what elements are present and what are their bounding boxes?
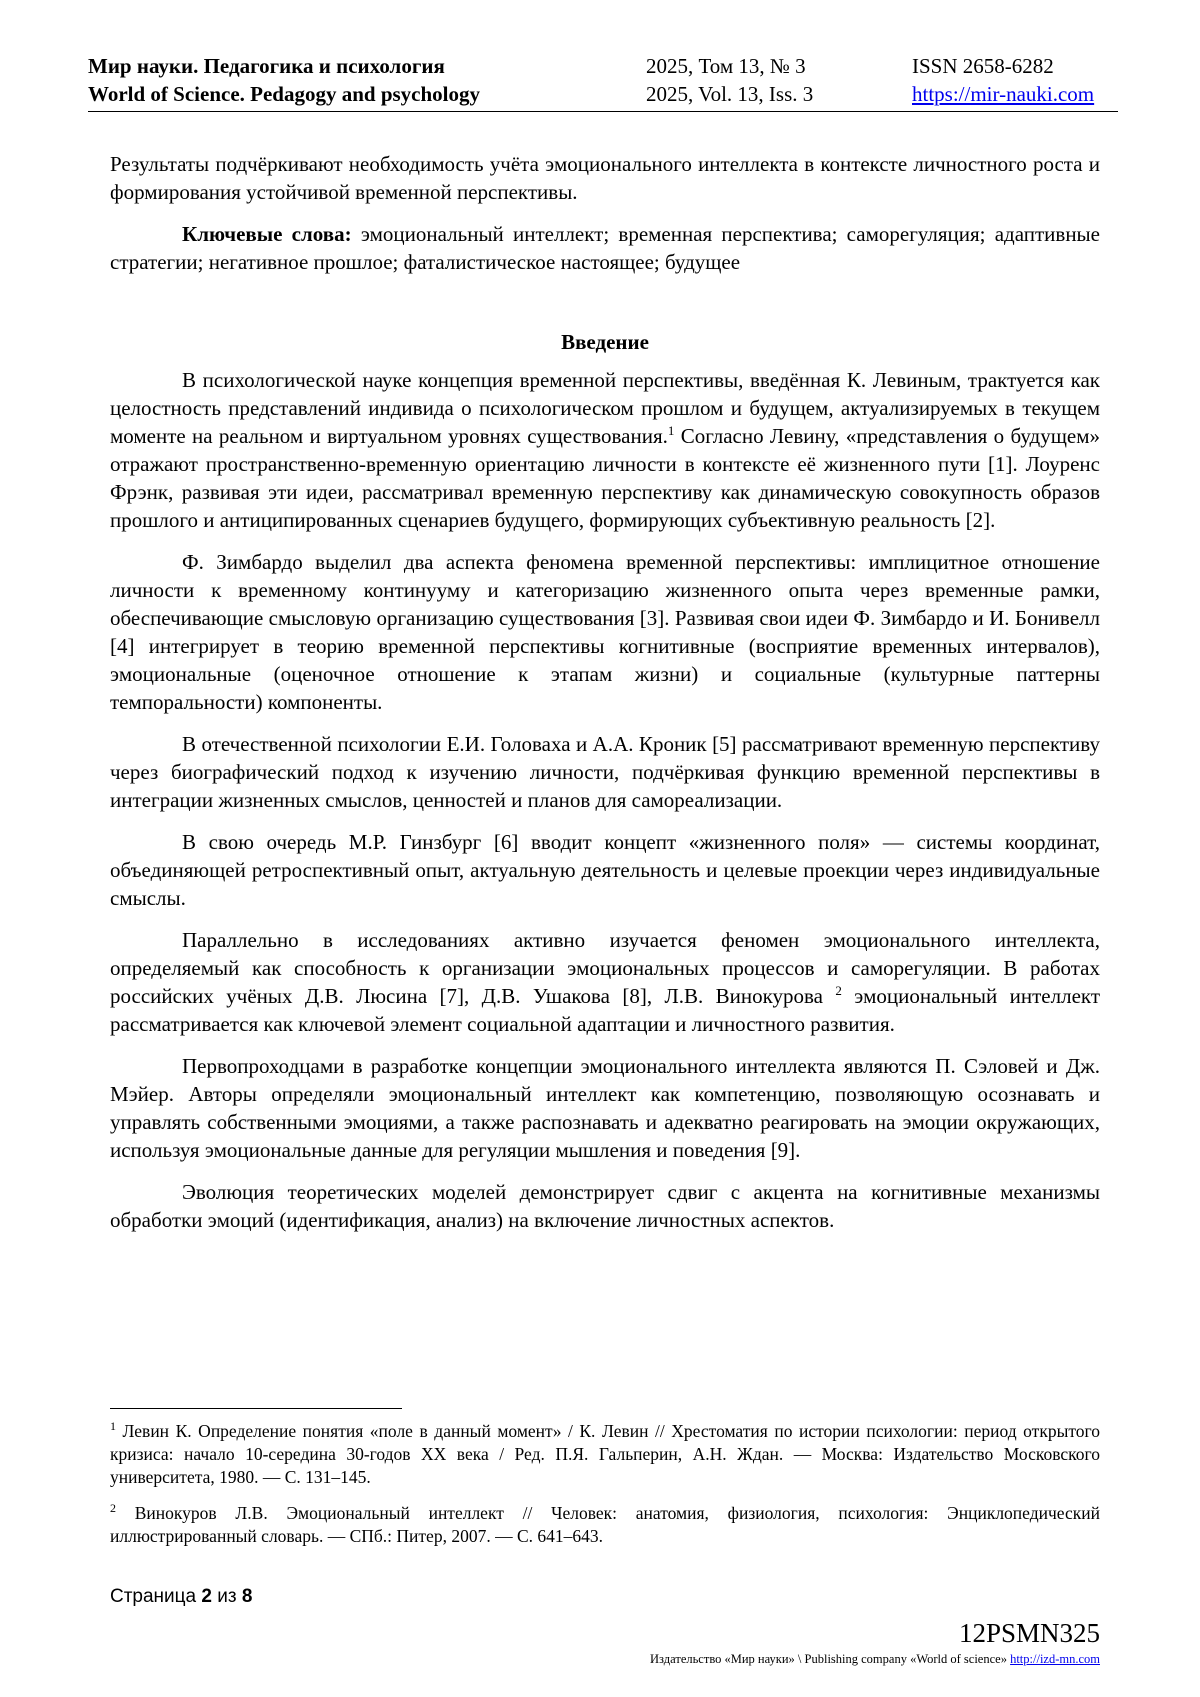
article-code: 12PSMN325 <box>958 1618 1100 1648</box>
issn-block <box>912 52 1094 108</box>
abstract-end: Результаты подчёркивают необходимость учёта эмоционального интеллекта в контексте личностного роста и формирования устойчивой временной перспективы. <box>110 152 1100 204</box>
footnote-ref-1[interactable]: 1 <box>667 423 675 438</box>
publisher-link[interactable]: http://izd-mn.com <box>1010 1652 1100 1666</box>
issue-info-en: 2025, Vol. 13, Iss. 3 <box>646 82 814 106</box>
footnote-divider <box>110 1408 402 1409</box>
issn: ISSN 2658-6282 <box>912 54 1054 78</box>
section-title: Введение <box>561 330 649 354</box>
issue-info <box>646 52 813 108</box>
page-header <box>88 52 1118 112</box>
footnote-1: $^1$ Левин К. Определение понятия «поле в данный момент» / К. Левин // Хрестоматия по истории психологии: период открытого кризиса: начало 10-середина 30-годов XX века / Ред. П.Я. Гальперин, А.Н. Ждан. — Москва: Издательство Московского университета, 1980. — С. 131–145. <box>110 1419 1100 1487</box>
footnotes <box>110 1420 1100 1548</box>
paragraph-5: Параллельно в исследованиях активно изучается феномен эмоционального интеллекта, определяемый как способность к организации эмоциональных процессов и саморегуляции. В работах российских учёных Д.В. Люсина [7], Д.В. Ушакова [8], Л.В. Винокурова $^2$ эмоциональный интеллект рассматривается как ключевой элемент социальной адаптации и личностного развития. <box>110 928 1100 1036</box>
footnote-ref-2[interactable]: 2 <box>835 983 842 998</box>
issue-info-ru: 2025, Том 13, № 3 <box>646 54 806 78</box>
publisher-line: Издательство «Мир науки» \ Publishing company «World of science» http://izd-mn.com <box>650 1652 1100 1666</box>
journal-title-en: World of Science. Pedagogy and psychology <box>88 82 481 106</box>
paragraph-3: В отечественной психологии Е.И. Головаха и А.А. Кроник [5] рассматривают временную перспективу через биографический подход к изучению личности, подчёркивая функцию временной перспективы в интеграции жизненных смыслов, ценностей и планов для самореализации. <box>110 732 1100 812</box>
keywords-text: эмоциональный интеллект; временная перспектива; саморегуляция; адаптивные стратегии; негативное прошлое; фаталистическое настоящее; будущее <box>110 222 1100 274</box>
journal-title-ru: Мир науки. Педагогика и психология <box>88 54 445 78</box>
paragraph-6: Первопроходцами в разработке концепции эмоционального интеллекта являются П. Сэловей и Дж. Мэйер. Авторы определяли эмоциональный интеллект как компетенцию, позволяющую осознавать и управлять собственными эмоциями, а также распознавать и адекватно реагировать на эмоции окружающих, используя эмоциональные данные для регуляции мышления и поведения [9]. <box>110 1054 1100 1162</box>
footnote-2: $^2$ Винокуров Л.В. Эмоциональный интеллект // Человек: анатомия, физиология, психология: Энциклопедический иллюстрированный словарь. — СПб.: Питер, 2007. — С. 641–643. <box>110 1501 1100 1546</box>
paragraph-7: Эволюция теоретических моделей демонстрирует сдвиг с акцента на когнитивные механизмы обработки эмоций (идентификация, анализ) на включение личностных аспектов. <box>110 1180 1100 1232</box>
journal-url-link[interactable]: https://mir-nauki.com <box>912 82 1095 106</box>
keywords <box>110 220 1100 276</box>
journal-title <box>88 52 480 108</box>
paragraph-2: Ф. Зимбардо выделил два аспекта феномена временной перспективы: имплицитное отношение личности к временному континууму и категоризацию жизненного опыта через временные рамки, обеспечивающие смысловую организацию существования [3]. Развивая свои идеи Ф. Зимбардо и И. Бонивелл [4] интегрирует в теорию временной перспективы когнитивные (восприятие временных интервалов), эмоциональные (оценочное отношение к этапам жизни) и социальные (культурные паттерны темпоральности) компоненты. <box>110 550 1100 714</box>
paragraph-1: В психологической науке концепция временной перспективы, введённая К. Левиным, трактуется как целостность представлений индивида о психологическом прошлом и будущем, актуализируемых в текущем моменте на реальном и виртуальном уровнях существования.$^1$ Согласно Левину, «представления о будущем» отражают пространственно-временную ориентацию личности в контексте её жизненного пути [1]. Лоуренс Фрэнк, развивая эти идеи, рассматривал временную перспективу как динамическую совокупность образов прошлого и антиципированных сценариев будущего, формирующих субъективную реальность [2]. <box>110 368 1100 532</box>
page-number: Страница 2 из 8 <box>110 1586 253 1607</box>
paragraph-4: В свою очередь М.Р. Гинзбург [6] вводит концепт «жизненного поля» — системы координат, объединяющей ретроспективный опыт, актуальную деятельность и целевые проекции через индивидуальные смыслы. <box>110 830 1100 910</box>
article-body <box>110 150 1100 1234</box>
keywords-label: Ключевые слова: <box>182 222 352 246</box>
